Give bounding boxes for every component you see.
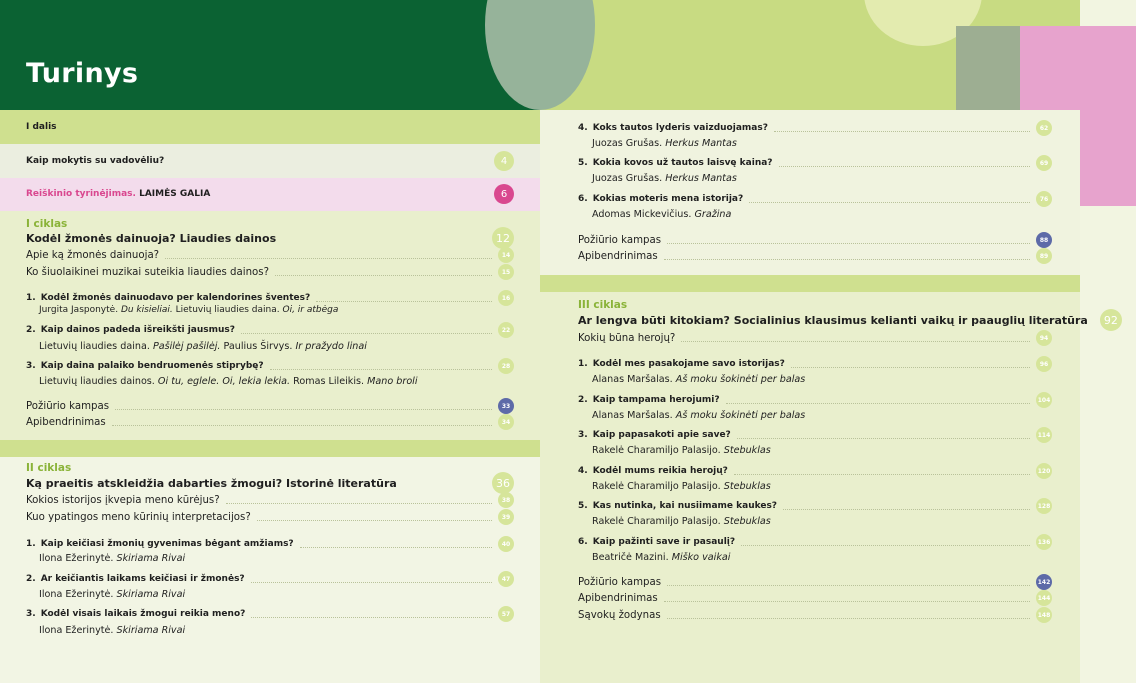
entry-source: Ilona Ežerinytė. Skiriama Rivai (39, 553, 186, 564)
toc-entry[interactable] (578, 607, 1052, 623)
page-number-badge: 94 (1036, 330, 1052, 346)
entry-number: 2. (26, 325, 36, 335)
toc-entry[interactable] (578, 232, 1052, 248)
page-number-badge: 22 (498, 322, 514, 338)
entry-source: Lietuvių liaudies dainos. Oi tu, eglele. Oi, lekia lekia. Romas Lileikis. Mano broli (39, 376, 418, 387)
page-number-badge: 57 (498, 606, 514, 622)
page-number-badge: 120 (1036, 463, 1052, 479)
section-divider (0, 440, 540, 457)
toc-entry[interactable] (578, 590, 1052, 606)
entry-label: Kokia kovos už tautos laisvę kaina? (592, 158, 773, 168)
toc-entry-phenomenon[interactable] (26, 186, 514, 202)
page-number-badge: 142 (1036, 574, 1052, 590)
entry-source: Alanas Maršalas. Aš moku šokinėti per balas (592, 410, 806, 421)
entry-source: Jurgita Jasponytė. Du kisieliai. Lietuvių liaudies daina. Oi, ir atbėga (39, 305, 339, 315)
entry-number: 6. (578, 194, 588, 204)
entry-label: Apibendrinimas (578, 250, 658, 262)
entry-source: Beatričė Mazini. Miško vaikai (592, 552, 731, 563)
page-number-badge: 12 (492, 227, 514, 249)
phenomenon-label: LAIMĖS GALIA (139, 189, 211, 199)
entry-number: 5. (578, 158, 588, 168)
entry-source: Ilona Ežerinytė. Skiriama Rivai (39, 589, 186, 600)
entry-number: 1. (26, 293, 36, 303)
entry-number: 5. (578, 501, 588, 511)
entry-number: 3. (578, 430, 588, 440)
page-number-badge: 34 (498, 414, 514, 430)
entry-label: Apie ką žmonės dainuoja? (26, 249, 160, 261)
page-number-badge: 36 (492, 472, 514, 494)
toc-entry[interactable] (578, 498, 1052, 514)
toc-entry[interactable] (578, 392, 1052, 408)
entry-label: Kodėl žmonės dainuodavo per kalendorines šventes? (40, 293, 311, 303)
toc-entry-cycle2-title[interactable] (26, 475, 514, 491)
entry-source: Ilona Ežerinytė. Skiriama Rivai (39, 625, 186, 636)
page-number-badge: 16 (498, 290, 514, 306)
page-number-badge: 38 (498, 492, 514, 508)
cycle3-name: III ciklas (578, 299, 628, 311)
cycle-title: Ką praeitis atskleidžia dabarties žmogui? Istorinė literatūra (26, 476, 397, 490)
page-number-badge: 47 (498, 571, 514, 587)
cycle2-name: II ciklas (26, 462, 72, 474)
page-number-badge: 15 (498, 264, 514, 280)
page-number-badge: 144 (1036, 590, 1052, 606)
toc-entry[interactable] (578, 534, 1052, 550)
toc-entry[interactable] (26, 536, 514, 552)
cycle-title: Ar lengva būti kitokiam? Socialinius klausimus kelianti vaikų ir paauglių literatūra (578, 313, 1088, 327)
entry-label: Kas nutinka, kai nusiimame kaukes? (592, 501, 778, 511)
page-number-badge: 96 (1036, 356, 1052, 372)
toc-entry-cycle1-title[interactable] (26, 230, 514, 246)
entry-label: Kokių būna herojų? (578, 332, 676, 344)
right-page (540, 0, 1118, 683)
entry-source: Lietuvių liaudies daina. Pašilėj pašilėj. Paulius Širvys. Ir pražydo linai (39, 341, 367, 352)
toc-entry[interactable] (26, 606, 514, 622)
toc-entry[interactable] (578, 356, 1052, 372)
left-page (0, 0, 540, 683)
cycle-title: Kodėl žmonės dainuoja? Liaudies dainos (26, 231, 277, 245)
entry-label: Kaip daina palaiko bendruomenės stiprybę? (40, 361, 264, 371)
page-number-badge: 88 (1036, 232, 1052, 248)
page-number-badge: 4 (494, 151, 514, 171)
page-number-badge: 33 (498, 398, 514, 414)
entry-label: Apibendrinimas (26, 416, 106, 428)
part-label-row (26, 119, 514, 135)
page-number-badge: 40 (498, 536, 514, 552)
toc-entry[interactable] (578, 463, 1052, 479)
toc-entry[interactable] (578, 155, 1052, 171)
entry-label: Požiūrio kampas (578, 234, 662, 246)
entry-label: Ar keičiantis laikams keičiasi ir žmonės? (40, 574, 245, 584)
toc-entry[interactable] (26, 290, 514, 306)
entry-number: 1. (578, 359, 588, 369)
entry-label: Kokias moteris mena istorija? (592, 194, 744, 204)
page-number-badge: 128 (1036, 498, 1052, 514)
entry-number: 4. (578, 123, 588, 133)
page-number-badge: 39 (498, 509, 514, 525)
entry-number: 6. (578, 537, 588, 547)
page-number-badge: 104 (1036, 392, 1052, 408)
decorative-shapes (540, 0, 1080, 110)
entry-label: Kodėl mes pasakojame savo istorijas? (592, 359, 785, 369)
entry-label: Kaip tampama herojumi? (592, 395, 720, 405)
entry-source: Alanas Maršalas. Aš moku šokinėti per balas (592, 374, 806, 385)
toc-entry[interactable] (26, 264, 514, 280)
toc-entry-how-to[interactable] (26, 153, 514, 169)
toc-header (0, 0, 540, 110)
toc-entry[interactable] (578, 330, 1052, 346)
entry-number: 2. (26, 574, 36, 584)
entry-number: 3. (26, 609, 36, 619)
page-number-badge: 62 (1036, 120, 1052, 136)
page-number-badge: 28 (498, 358, 514, 374)
page-number-badge: 148 (1036, 607, 1052, 623)
entry-label: Kuo ypatingos meno kūrinių interpretacijos? (26, 511, 251, 523)
toc-entry[interactable] (26, 571, 514, 587)
toc-entry[interactable] (26, 492, 514, 508)
entry-number: 4. (578, 466, 588, 476)
entry-source: Juozas Grušas. Herkus Mantas (592, 173, 737, 184)
entry-label: Kodėl visais laikais žmogui reikia meno? (40, 609, 246, 619)
toc-entry[interactable] (578, 120, 1052, 136)
page-number-badge: 89 (1036, 248, 1052, 264)
entry-label: Požiūrio kampas (26, 400, 110, 412)
page-number-badge: 14 (498, 247, 514, 263)
entry-number: 2. (578, 395, 588, 405)
entry-source: Rakelė Charamiljo Palasijo. Stebuklas (592, 516, 771, 527)
toc-entry[interactable] (578, 427, 1052, 443)
page-number-badge: 114 (1036, 427, 1052, 443)
phenomenon-prefix: Reiškinio tyrinėjimas. (26, 189, 136, 199)
toc-entry[interactable] (578, 191, 1052, 207)
page-number-badge: 136 (1036, 534, 1052, 550)
toc-entry[interactable] (26, 247, 514, 263)
page-title: Turinys (26, 58, 139, 89)
entry-source: Adomas Mickevičius. Gražina (592, 209, 732, 220)
entry-label: Kaip pažinti save ir pasaulį? (592, 537, 736, 547)
entry-label: Kaip mokytis su vadovėliu? (26, 156, 165, 166)
toc-entry[interactable] (26, 358, 514, 374)
entry-number: 1. (26, 539, 36, 549)
entry-label: Kodėl mums reikia herojų? (592, 466, 728, 476)
entry-label: Požiūrio kampas (578, 576, 662, 588)
toc-entry-cycle3-title[interactable] (578, 312, 1118, 328)
entry-label: Koks tautos lyderis vaizduojamas? (592, 123, 768, 133)
entry-number: 3. (26, 361, 36, 371)
toc-entry[interactable] (26, 509, 514, 525)
entry-source: Juozas Grušas. Herkus Mantas (592, 138, 737, 149)
page-number-badge: 76 (1036, 191, 1052, 207)
toc-entry[interactable] (26, 322, 514, 338)
page-number-badge: 92 (1100, 309, 1122, 331)
page-number-badge: 69 (1036, 155, 1052, 171)
toc-entry[interactable] (578, 248, 1052, 264)
entry-label: Kaip keičiasi žmonių gyvenimas bėgant amžiams? (40, 539, 294, 549)
entry-label: Ko šiuolaikinei muzikai suteikia liaudies dainos? (26, 266, 269, 278)
entry-label: Kaip papasakoti apie save? (592, 430, 731, 440)
entry-label: Kokios istorijos įkvepia meno kūrėjus? (26, 494, 220, 506)
entry-source: Rakelė Charamiljo Palasijo. Stebuklas (592, 481, 771, 492)
cycle1-name: I ciklas (26, 218, 68, 230)
toc-entry[interactable] (578, 574, 1052, 590)
part-label: I dalis (26, 122, 57, 132)
entry-source: Rakelė Charamiljo Palasijo. Stebuklas (592, 445, 771, 456)
section-divider (540, 275, 1080, 292)
toc-entry[interactable] (26, 398, 514, 414)
page-number-badge: 6 (494, 184, 514, 204)
entry-label: Apibendrinimas (578, 592, 658, 604)
toc-entry[interactable] (26, 414, 514, 430)
entry-label: Sąvokų žodynas (578, 609, 661, 621)
entry-label: Kaip dainos padeda išreikšti jausmus? (40, 325, 236, 335)
